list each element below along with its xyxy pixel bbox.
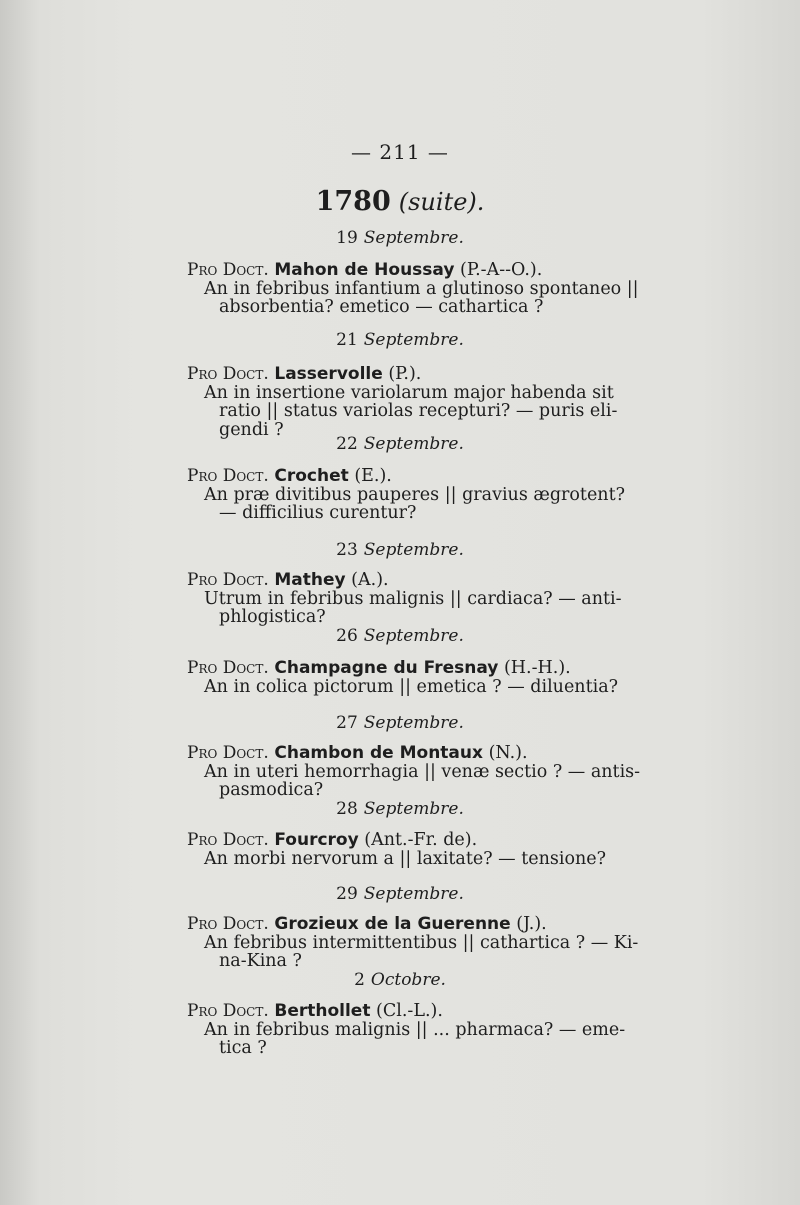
- author-name: Mathey: [274, 570, 346, 590]
- author-initials: (Cl.-L.).: [376, 1001, 443, 1021]
- date-heading: [0, 799, 800, 819]
- author-initials: (A.).: [351, 570, 389, 590]
- author-initials: (H.-H.).: [503, 658, 571, 678]
- author-name: Fourcroy: [274, 830, 359, 850]
- date-month: Septembre.: [363, 540, 464, 560]
- date-day: 23: [336, 540, 358, 560]
- thesis-line: An in febribus infantium a glutinoso spontaneo ||: [204, 278, 639, 299]
- date-month: Septembre.: [363, 799, 464, 819]
- pro-label: Pro Doct.: [187, 466, 269, 486]
- date-month: Septembre.: [363, 330, 464, 350]
- date-month: Septembre.: [363, 626, 464, 646]
- date-heading: [0, 884, 800, 904]
- author-initials: (E.).: [354, 466, 392, 486]
- pro-label: Pro Doct.: [187, 364, 269, 384]
- pro-label: Pro Doct.: [187, 914, 269, 934]
- date-day: 28: [336, 799, 358, 819]
- author-name: Berthollet: [274, 1001, 371, 1021]
- date-day: 27: [336, 713, 358, 733]
- entry-heading: [187, 915, 653, 934]
- date-heading: [0, 540, 800, 560]
- author-name: Champagne du Fresnay: [274, 658, 499, 678]
- thesis-line: — difficilius curentur?: [219, 503, 417, 523]
- thesis-entry: [187, 744, 653, 800]
- author-name: Mahon de Houssay: [274, 260, 455, 280]
- year: 1780: [315, 186, 391, 217]
- date-heading: [0, 970, 800, 990]
- thesis-line: An morbi nervorum a || laxitate? — tensione?: [204, 848, 607, 869]
- author-initials: (J.).: [516, 914, 547, 934]
- date-day: 19: [336, 228, 358, 248]
- date-heading: [0, 330, 800, 350]
- entry-heading: [187, 1002, 653, 1021]
- thesis-line: tica ?: [219, 1038, 267, 1058]
- thesis-entry: [187, 365, 653, 439]
- author-name: Lasservolle: [274, 364, 383, 384]
- thesis-entry: [187, 1002, 653, 1058]
- thesis-line: An præ divitibus pauperes || gravius ægrotent?: [204, 484, 625, 505]
- thesis-line: An in insertione variolarum major habenda sit: [204, 382, 614, 403]
- entry-heading: [187, 744, 653, 763]
- thesis-line: phlogistica?: [219, 607, 326, 627]
- year-heading: [0, 186, 800, 217]
- thesis-entry: [187, 831, 653, 868]
- author-name: Grozieux de la Guerenne: [274, 914, 511, 934]
- entry-heading: [187, 261, 653, 280]
- thesis-line: Utrum in febribus malignis || cardiaca? — anti-: [204, 588, 622, 609]
- thesis-entry: [187, 261, 653, 317]
- date-month: Septembre.: [363, 884, 464, 904]
- author-name: Crochet: [274, 466, 349, 486]
- thesis-line: An febribus intermittentibus || cathartica ? — Ki-: [204, 932, 639, 953]
- date-heading: [0, 434, 800, 454]
- page-number: — 211 —: [351, 140, 449, 164]
- thesis-entry: [187, 915, 653, 971]
- thesis-line: na-Kina ?: [219, 951, 302, 971]
- thesis-entry: [187, 571, 653, 627]
- thesis-line: pasmodica?: [219, 780, 324, 800]
- author-initials: (Ant.-Fr. de).: [364, 830, 478, 850]
- entry-heading: [187, 659, 653, 678]
- date-month: Septembre.: [363, 713, 464, 733]
- pro-label: Pro Doct.: [187, 260, 269, 280]
- entry-heading: [187, 365, 653, 384]
- pro-label: Pro Doct.: [187, 743, 269, 763]
- thesis-line: gendi ?: [219, 419, 284, 440]
- pro-label: Pro Doct.: [187, 1001, 269, 1021]
- date-day: 22: [336, 434, 358, 454]
- entry-heading: [187, 571, 653, 590]
- thesis-entry: [187, 659, 653, 696]
- pro-label: Pro Doct.: [187, 658, 269, 678]
- thesis-line: An in febribus malignis || ... pharmaca? — eme-: [204, 1019, 626, 1040]
- author-name: Chambon de Montaux: [274, 743, 483, 763]
- date-month: Octobre.: [370, 970, 446, 990]
- date-day: 2: [354, 970, 365, 990]
- date-month: Septembre.: [363, 434, 464, 454]
- thesis-line: absorbentia? emetico — cathartica ?: [219, 297, 544, 317]
- pro-label: Pro Doct.: [187, 570, 269, 590]
- entry-heading: [187, 831, 653, 850]
- date-day: 21: [336, 330, 358, 350]
- year-suffix: (suite).: [398, 188, 485, 216]
- author-initials: (N.).: [488, 743, 528, 763]
- thesis-line: An in colica pictorum || emetica ? — diluentia?: [204, 676, 619, 697]
- date-heading: [0, 228, 800, 248]
- date-day: 29: [336, 884, 358, 904]
- date-heading: [0, 626, 800, 646]
- pro-label: Pro Doct.: [187, 830, 269, 850]
- entry-heading: [187, 467, 653, 486]
- thesis-line: An in uteri hemorrhagia || venæ sectio ? — antis-: [204, 761, 641, 782]
- date-heading: [0, 713, 800, 733]
- thesis-entry: [187, 467, 653, 523]
- date-month: Septembre.: [363, 228, 464, 248]
- date-day: 26: [336, 626, 358, 646]
- thesis-line: ratio || status variolas recepturi? — puris eli-: [219, 401, 618, 421]
- author-initials: (P.).: [388, 364, 422, 384]
- author-initials: (P.-A--O.).: [460, 260, 543, 280]
